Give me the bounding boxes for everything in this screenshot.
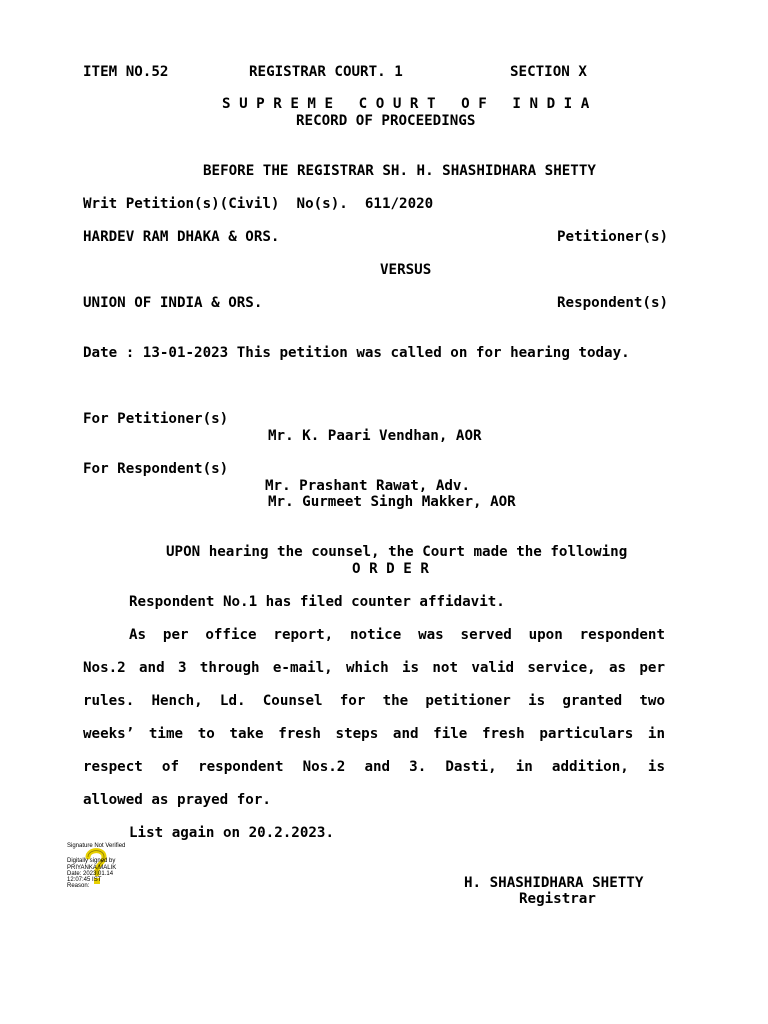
signature-signer: PRIYANKA MALIK <box>67 865 117 871</box>
order-paragraph-2-line: respect of respondent Nos.2 and 3. Dasti, in addition, is <box>83 759 665 775</box>
record-title: RECORD OF PROCEEDINGS <box>296 113 476 129</box>
respondent-counsel: Mr. Gurmeet Singh Makker, AOR <box>268 494 516 510</box>
order-paragraph-2-line: rules. Hench, Ld. Counsel for the petitioner is granted two <box>83 693 665 709</box>
order-paragraph-2-line: Nos.2 and 3 through e-mail, which is not valid service, as per <box>83 660 665 676</box>
order-paragraph-2-line: weeks’ time to take fresh steps and file fresh particulars in <box>83 726 665 742</box>
before-registrar: BEFORE THE REGISTRAR SH. H. SHASHIDHARA SHETTY <box>203 163 596 179</box>
versus-label: VERSUS <box>380 262 432 278</box>
order-paragraph-1: Respondent No.1 has filed counter affidavit. <box>129 594 505 610</box>
digital-signature-stamp <box>67 843 157 889</box>
respondent-role: Respondent(s) <box>557 295 669 311</box>
court-number: REGISTRAR COURT. 1 <box>249 64 403 80</box>
item-number: ITEM NO.52 <box>83 64 169 80</box>
order-title: O R D E R <box>352 561 429 577</box>
signatory-designation: Registrar <box>519 891 596 907</box>
signature-signed-by: Digitally signed by <box>67 858 116 864</box>
signature-status: Signature Not Verified <box>67 843 126 849</box>
for-petitioner-label: For Petitioner(s) <box>83 411 229 427</box>
petitioner-role: Petitioner(s) <box>557 229 669 245</box>
for-respondent-label: For Respondent(s) <box>83 461 229 477</box>
court-name: S U P R E M E C O U R T O F I N D I A <box>222 96 590 112</box>
petitioner-name: HARDEV RAM DHAKA & ORS. <box>83 229 280 245</box>
signature-reason: Reason: <box>67 883 90 889</box>
order-preamble: UPON hearing the counsel, the Court made the following <box>166 544 628 560</box>
section-label: SECTION X <box>510 64 587 80</box>
signature-date: Date: 2023.01.14 <box>67 871 114 877</box>
hearing-date-line: Date : 13-01-2023 This petition was called on for hearing today. <box>83 345 630 361</box>
signatory-name: H. SHASHIDHARA SHETTY <box>464 875 644 891</box>
case-number: Writ Petition(s)(Civil) No(s). 611/2020 <box>83 196 434 212</box>
respondent-counsel: Mr. Prashant Rawat, Adv. <box>265 478 470 494</box>
petitioner-counsel: Mr. K. Paari Vendhan, AOR <box>268 428 482 444</box>
order-paragraph-3: List again on 20.2.2023. <box>129 825 334 841</box>
order-paragraph-2-last-line: allowed as prayed for. <box>83 792 271 808</box>
order-paragraph-2-line: As per office report, notice was served upon respondent <box>129 627 665 643</box>
respondent-name: UNION OF INDIA & ORS. <box>83 295 263 311</box>
signature-time: 12:07:45 IST <box>67 877 102 883</box>
